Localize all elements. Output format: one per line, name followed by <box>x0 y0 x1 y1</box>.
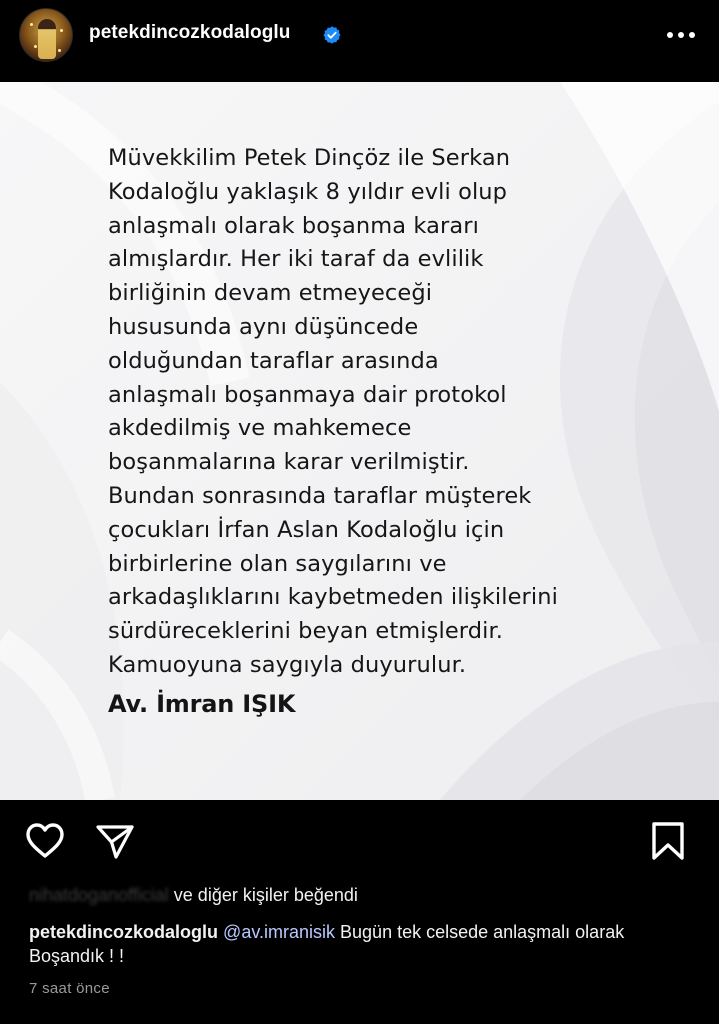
caption-text: Bugün tek celsede anlaşmalı olarak Boşandık ! ! <box>29 922 625 966</box>
more-options-icon[interactable] <box>664 25 698 45</box>
verified-badge-icon <box>322 25 342 45</box>
likes-summary[interactable] <box>29 885 358 906</box>
avatar-sparkle <box>58 49 61 52</box>
avatar-sparkle <box>34 45 37 48</box>
post-image[interactable] <box>0 82 719 800</box>
liked-by-user[interactable]: nihatdoganofficial <box>29 885 169 905</box>
username-link[interactable]: petekdincozkodaloglu <box>89 22 291 43</box>
likes-suffix: ve diğer kişiler beğendi <box>173 885 358 905</box>
post-text-line: Bundan sonrasında taraflar müşterek <box>108 482 532 509</box>
caption-mention[interactable]: @av.imranisik <box>223 922 336 942</box>
post-announcement-text <box>108 142 648 683</box>
post-text-line: Kodaloğlu yaklaşık 8 yıldır evli olup <box>108 178 508 205</box>
profile-avatar[interactable] <box>19 8 73 62</box>
avatar-sparkle <box>30 23 33 26</box>
post-timestamp: 7 saat önce <box>29 980 110 997</box>
post-text-line: hususunda aynı düşüncede <box>108 313 419 340</box>
post-text-line: sürdüreceklerini beyan etmişlerdir. <box>108 618 503 645</box>
post-signature: Av. İmran IŞIK <box>108 690 296 718</box>
post-text-line: birbirlerine olan saygılarını ve <box>108 550 447 577</box>
post-text-line: almışlardır. Her iki taraf da evlilik <box>108 246 484 273</box>
post-text-line: Müvekkilim Petek Dinçöz ile Serkan <box>108 145 511 171</box>
send-icon[interactable] <box>94 822 136 862</box>
avatar-figure <box>38 19 56 59</box>
avatar-sparkle <box>60 29 63 32</box>
post-text-line: çocukları İrfan Aslan Kodaloğlu için <box>108 516 505 543</box>
heart-icon[interactable] <box>24 821 66 861</box>
post-caption <box>29 920 699 968</box>
post-text-line: anlaşmalı olarak boşanma kararı <box>108 212 479 239</box>
post-header <box>0 0 719 82</box>
post-text-line: Kamuoyuna saygıyla duyurulur. <box>108 651 467 678</box>
post-text-line: anlaşmalı boşanmaya dair protokol <box>108 381 507 408</box>
post-text-line: arkadaşlıklarını kaybetmeden ilişkilerini <box>108 584 558 611</box>
post-text-line: boşanmalarına karar verilmiştir. <box>108 449 470 476</box>
post-text-line: akdedilmiş ve mahkemece <box>108 415 412 442</box>
caption-username[interactable]: petekdincozkodaloglu <box>29 922 219 942</box>
post-text-line: olduğundan taraflar arasında <box>108 347 439 374</box>
bookmark-icon[interactable] <box>649 820 687 862</box>
post-text-line: birliğinin devam etmeyeceği <box>108 280 433 307</box>
